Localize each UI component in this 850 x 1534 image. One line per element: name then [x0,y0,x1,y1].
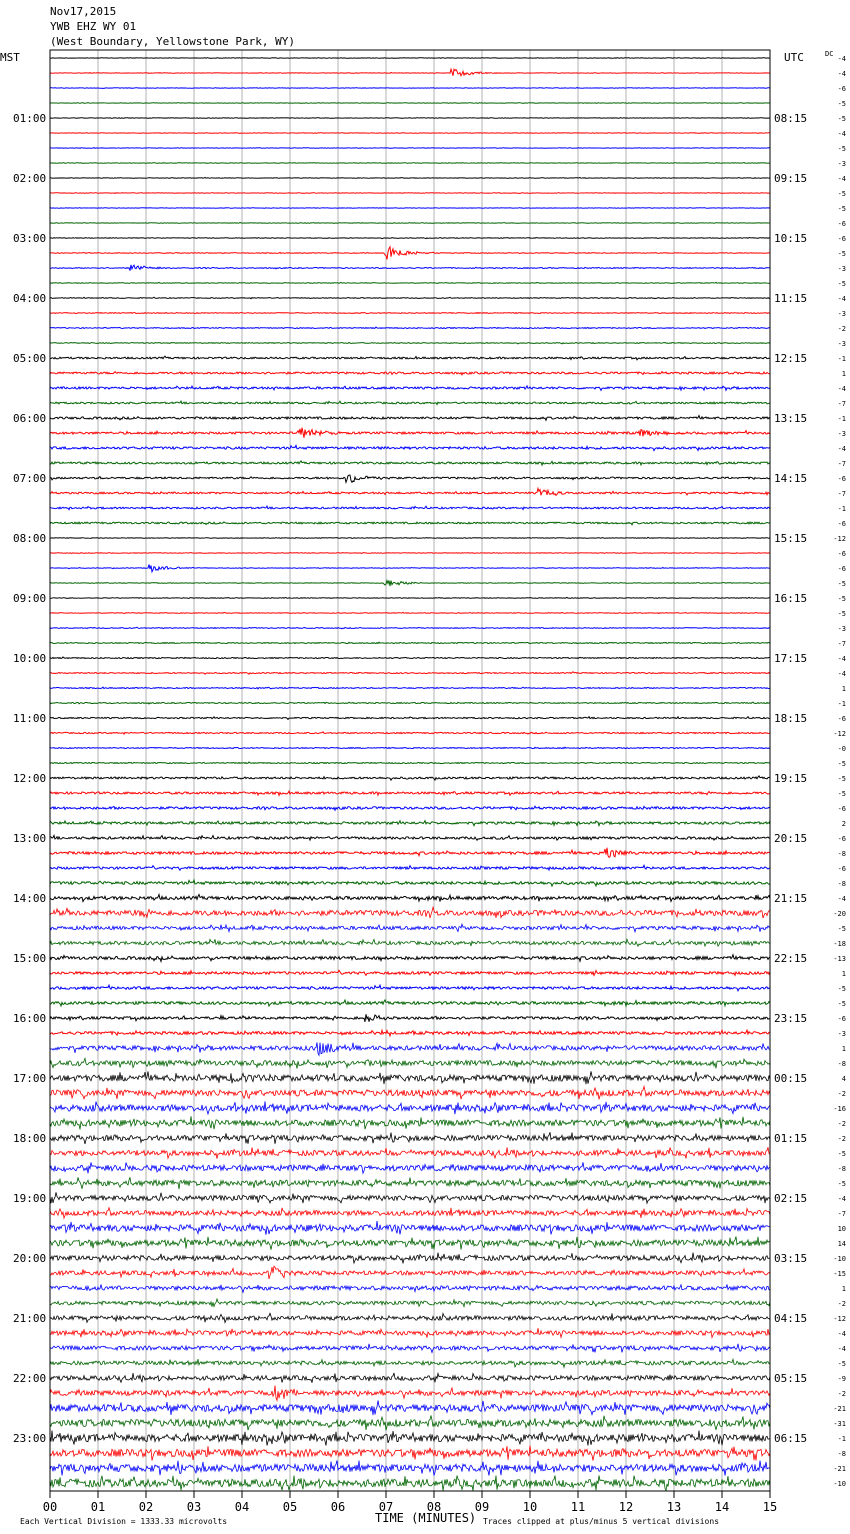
mst-hour-label: 09:00 [13,592,47,605]
trace-row [50,717,770,720]
trace-row [50,687,770,689]
utc-hour-label: 16:15 [774,592,808,605]
trace-row [50,1431,770,1446]
trace-row [50,1058,770,1068]
trace-row [50,1237,770,1250]
dc-offset-value: -4 [837,445,846,453]
dc-offset-value: -6 [837,550,846,558]
dc-offset-value: -8 [837,1450,846,1458]
dc-offset-value: -21 [833,1465,846,1473]
trace-row [50,1030,770,1036]
utc-axis-label: UTC [784,51,804,64]
dc-offset-value: -6 [837,565,846,573]
trace-row [50,372,770,375]
dc-offset-label: DC [825,50,834,58]
dc-offset-value: -1 [837,505,846,513]
trace-row [50,702,770,704]
trace-row [50,297,770,298]
dc-offset-value: 1 [841,370,846,378]
dc-offset-value: -4 [837,175,846,183]
dc-offset-value: -3 [837,310,846,318]
dc-offset-value: -6 [837,835,846,843]
trace-row [50,475,770,482]
x-tick-label: 07 [378,1500,394,1514]
trace-row [50,118,770,119]
trace-row [50,163,770,164]
trace-row [50,247,770,260]
trace-row [50,924,770,932]
trace-row [50,461,770,465]
seismic-traces [50,58,770,1491]
dc-offset-values [833,55,846,1488]
dc-offset-value: -5 [837,775,846,783]
trace-row [50,1253,770,1264]
utc-hour-label: 15:15 [774,532,808,545]
utc-hour-label: 09:15 [774,172,808,185]
dc-offset-value: -8 [837,850,846,858]
mst-hour-label: 01:00 [13,112,47,125]
minute-gridlines [98,50,722,1491]
x-tick-label: 15 [762,1500,778,1514]
mst-hour-label: 19:00 [13,1192,47,1205]
trace-row [50,732,770,734]
dc-offset-value: -18 [833,940,846,948]
utc-hour-label: 08:15 [774,112,808,125]
dc-offset-value: -7 [837,490,846,498]
dc-offset-value: -5 [837,580,846,588]
trace-row [50,657,770,659]
dc-offset-value: -4 [837,70,846,78]
dc-offset-value: -4 [837,55,846,63]
dc-offset-value: -4 [837,895,846,903]
dc-offset-value: -5 [837,250,846,258]
trace-row [50,894,770,901]
dc-offset-value: -5 [837,925,846,933]
dc-offset-value: -7 [837,400,846,408]
trace-row [50,1132,770,1144]
trace-row [50,133,770,134]
dc-offset-value: -5 [837,100,846,108]
dc-offset-value: -1 [837,1435,846,1443]
dc-offset-value: 1 [841,1045,846,1053]
mst-hour-label: 23:00 [13,1432,47,1445]
dc-offset-value: -5 [837,610,846,618]
dc-offset-value: -4 [837,295,846,303]
dc-offset-value: -5 [837,790,846,798]
x-tick-label: 02 [138,1500,154,1514]
trace-row [50,1476,770,1491]
trace-row [50,627,770,629]
trace-row [50,1328,770,1337]
trace-row [50,806,770,810]
dc-offset-value: -13 [833,955,846,963]
trace-row [50,597,770,598]
trace-row [50,522,770,525]
utc-hour-label: 04:15 [774,1312,808,1325]
dc-offset-value: -3 [837,1030,846,1038]
trace-row [50,537,770,538]
mst-hour-label: 07:00 [13,472,47,485]
trace-row [50,865,770,870]
dc-offset-value: -7 [837,1210,846,1218]
mst-hour-label: 11:00 [13,712,47,725]
trace-row [50,193,770,194]
dc-offset-value: -10 [833,1255,846,1263]
utc-hour-label: 17:15 [774,652,808,665]
left-hour-labels [13,112,46,1445]
dc-offset-value: -6 [837,85,846,93]
dc-offset-value: 4 [841,1075,846,1083]
dc-offset-value: -31 [833,1420,846,1428]
dc-offset-value: -9 [837,1375,846,1383]
mst-axis-label: MST [0,51,20,64]
trace-row [50,1446,770,1461]
dc-offset-value: -6 [837,520,846,528]
utc-hour-label: 02:15 [774,1192,808,1205]
trace-row [50,208,770,209]
utc-hour-label: 21:15 [774,892,808,905]
trace-row [50,955,770,962]
x-tick-label: 12 [618,1500,634,1514]
trace-row [50,672,770,674]
trace-row [50,488,770,495]
trace-row [50,1221,770,1235]
dc-offset-value: -5 [837,1000,846,1008]
x-tick-label: 10 [522,1500,538,1514]
trace-row [50,428,770,438]
mst-hour-label: 12:00 [13,772,47,785]
trace-row [50,416,770,421]
mst-hour-label: 08:00 [13,532,47,545]
dc-offset-value: -2 [837,325,846,333]
dc-offset-value: -3 [837,430,846,438]
dc-offset-value: -6 [837,865,846,873]
trace-row [50,1313,770,1322]
mst-hour-label: 10:00 [13,652,47,665]
dc-offset-value: -7 [837,460,846,468]
utc-hour-label: 13:15 [774,412,808,425]
dc-offset-value: 1 [841,970,846,978]
x-tick-label: 04 [234,1500,250,1514]
dc-offset-value: -8 [837,1060,846,1068]
x-tick-label: 09 [474,1500,490,1514]
trace-row [50,553,770,554]
trace-row [50,747,770,749]
utc-hour-label: 12:15 [774,352,808,365]
dc-offset-value: -6 [837,715,846,723]
dc-offset-value: -6 [837,235,846,243]
x-tick-label: 14 [714,1500,730,1514]
trace-row [50,762,770,764]
dc-offset-value: -7 [837,640,846,648]
dc-offset-value: -5 [837,1360,846,1368]
dc-offset-value: -5 [837,595,846,603]
dc-offset-value: -5 [837,280,846,288]
trace-row [50,356,770,360]
dc-offset-value: -8 [837,880,846,888]
trace-row [50,238,770,239]
trace-row [50,265,770,271]
x-tick-label: 11 [570,1500,586,1514]
trace-row [50,342,770,343]
dc-offset-value: -6 [837,475,846,483]
dc-offset-value: 1 [841,1285,846,1293]
trace-row [50,1192,770,1203]
x-tick-label: 01 [90,1500,106,1514]
trace-row [50,222,770,223]
utc-hour-label: 23:15 [774,1012,808,1025]
trace-row [50,1116,770,1129]
mst-hour-label: 14:00 [13,892,47,905]
utc-hour-label: 10:15 [774,232,808,245]
trace-row [50,1373,770,1383]
trace-row [50,1042,770,1055]
trace-row [50,1344,770,1353]
dc-offset-value: -5 [837,145,846,153]
dc-offset-value: -2 [837,1120,846,1128]
dc-offset-value: -2 [837,1135,846,1143]
trace-row [50,282,770,283]
trace-row [50,985,770,991]
trace-row [50,1000,770,1006]
utc-hour-label: 14:15 [774,472,808,485]
trace-row [50,1208,770,1219]
trace-row [50,939,770,946]
dc-offset-value: -1 [837,700,846,708]
x-tick-label: 06 [330,1500,346,1514]
dc-offset-value: -1 [837,415,846,423]
mst-hour-label: 16:00 [13,1012,47,1025]
dc-offset-value: -8 [837,1165,846,1173]
x-tick-label: 13 [666,1500,682,1514]
mst-hour-label: 05:00 [13,352,47,365]
vertical-division-note: Each Vertical Division = 1333.33 microvolts [20,1517,228,1526]
utc-hour-label: 00:15 [774,1072,808,1085]
trace-row [50,87,770,88]
utc-hour-label: 03:15 [774,1252,808,1265]
dc-offset-value: -3 [837,160,846,168]
utc-hour-label: 06:15 [774,1432,808,1445]
trace-row [50,313,770,314]
dc-offset-value: -12 [833,1315,846,1323]
x-axis-title: TIME (MINUTES) [375,1511,477,1525]
dc-offset-value: -6 [837,805,846,813]
dc-offset-value: -4 [837,670,846,678]
trace-row [50,69,770,75]
trace-row [50,1299,770,1307]
dc-offset-value: -5 [837,985,846,993]
trace-row [50,1162,770,1173]
dc-offset-value: -5 [837,1150,846,1158]
station-code: YWB EHZ WY 01 [50,20,137,33]
dc-offset-value: -5 [837,205,846,213]
dc-offset-value: -20 [833,910,846,918]
dc-offset-value: -3 [837,265,846,273]
dc-offset-value: -4 [837,1330,846,1338]
trace-row [50,1401,770,1416]
trace-row [50,776,770,780]
dc-offset-value: -4 [837,130,846,138]
trace-row [50,1014,770,1022]
mst-hour-label: 02:00 [13,172,47,185]
dc-offset-value: 14 [837,1240,846,1248]
trace-row [50,880,770,886]
mst-hour-label: 22:00 [13,1372,47,1385]
dc-offset-value: -3 [837,625,846,633]
dc-offset-value: 10 [837,1225,846,1233]
utc-hour-label: 18:15 [774,712,808,725]
trace-row [50,1284,770,1292]
dc-offset-value: -5 [837,1180,846,1188]
dc-offset-value: 1 [841,685,846,693]
clipping-note: Traces clipped at plus/minus 5 vertical divisions [483,1517,720,1526]
trace-row [50,401,770,404]
trace-row [50,612,770,613]
trace-row [50,1177,770,1189]
trace-row [50,1359,770,1367]
utc-hour-label: 11:15 [774,292,808,305]
mst-hour-label: 18:00 [13,1132,47,1145]
trace-row [50,791,770,795]
dc-offset-value: -5 [837,760,846,768]
right-hour-labels [774,112,807,1445]
trace-row [50,1147,770,1158]
trace-row [50,564,770,571]
trace-row [50,1416,770,1431]
dc-offset-value: -4 [837,1345,846,1353]
dc-offset-value: -5 [837,190,846,198]
dc-offset-value: -1 [837,355,846,363]
trace-row [50,642,770,644]
trace-row [50,1461,770,1476]
trace-row [50,445,770,450]
utc-hour-label: 20:15 [774,832,808,845]
dc-offset-value: -15 [833,1270,846,1278]
mst-hour-label: 15:00 [13,952,47,965]
x-tick-label: 05 [282,1500,298,1514]
utc-hour-label: 01:15 [774,1132,808,1145]
dc-offset-value: -2 [837,1300,846,1308]
dc-offset-value: -16 [833,1105,846,1113]
dc-offset-value: -6 [837,220,846,228]
trace-row [50,835,770,840]
mst-hour-label: 13:00 [13,832,47,845]
mst-hour-label: 03:00 [13,232,47,245]
trace-row [50,386,770,390]
trace-row [50,1086,770,1099]
trace-row [50,821,770,826]
dc-offset-value: -3 [837,340,846,348]
trace-row [50,1386,770,1401]
trace-row [50,58,770,59]
trace-row [50,1266,770,1279]
utc-hour-label: 05:15 [774,1372,808,1385]
trace-row [50,103,770,104]
trace-row [50,970,770,975]
dc-offset-value: -2 [837,1090,846,1098]
trace-row [50,327,770,328]
mst-hour-label: 04:00 [13,292,47,305]
mst-hour-label: 20:00 [13,1252,47,1265]
dc-offset-value: -4 [837,1195,846,1203]
dc-offset-value: -2 [837,1390,846,1398]
trace-row [50,580,770,586]
mst-hour-label: 21:00 [13,1312,47,1325]
dc-offset-value: -4 [837,655,846,663]
dc-offset-value: -0 [837,745,846,753]
trace-row [50,148,770,149]
dc-offset-value: -10 [833,1480,846,1488]
trace-row [50,848,770,858]
utc-hour-label: 19:15 [774,772,808,785]
x-tick-label: 00 [42,1500,58,1514]
dc-offset-value: 2 [841,820,846,828]
dc-offset-value: -4 [837,385,846,393]
dc-offset-value: -21 [833,1405,846,1413]
dc-offset-value: -6 [837,1015,846,1023]
trace-row [50,177,770,178]
dc-offset-value: -12 [833,535,846,543]
station-location: (West Boundary, Yellowstone Park, WY) [50,35,296,48]
trace-row [50,1101,770,1114]
trace-row [50,506,770,510]
trace-row [50,1071,770,1084]
x-tick-label: 08 [426,1500,442,1514]
trace-row [50,907,770,918]
utc-hour-label: 22:15 [774,952,808,965]
dc-offset-value: -5 [837,115,846,123]
plot-date: Nov17,2015 [50,5,117,18]
mst-hour-label: 06:00 [13,412,47,425]
mst-hour-label: 17:00 [13,1072,47,1085]
x-tick-label: 03 [186,1500,202,1514]
dc-offset-value: -12 [833,730,846,738]
